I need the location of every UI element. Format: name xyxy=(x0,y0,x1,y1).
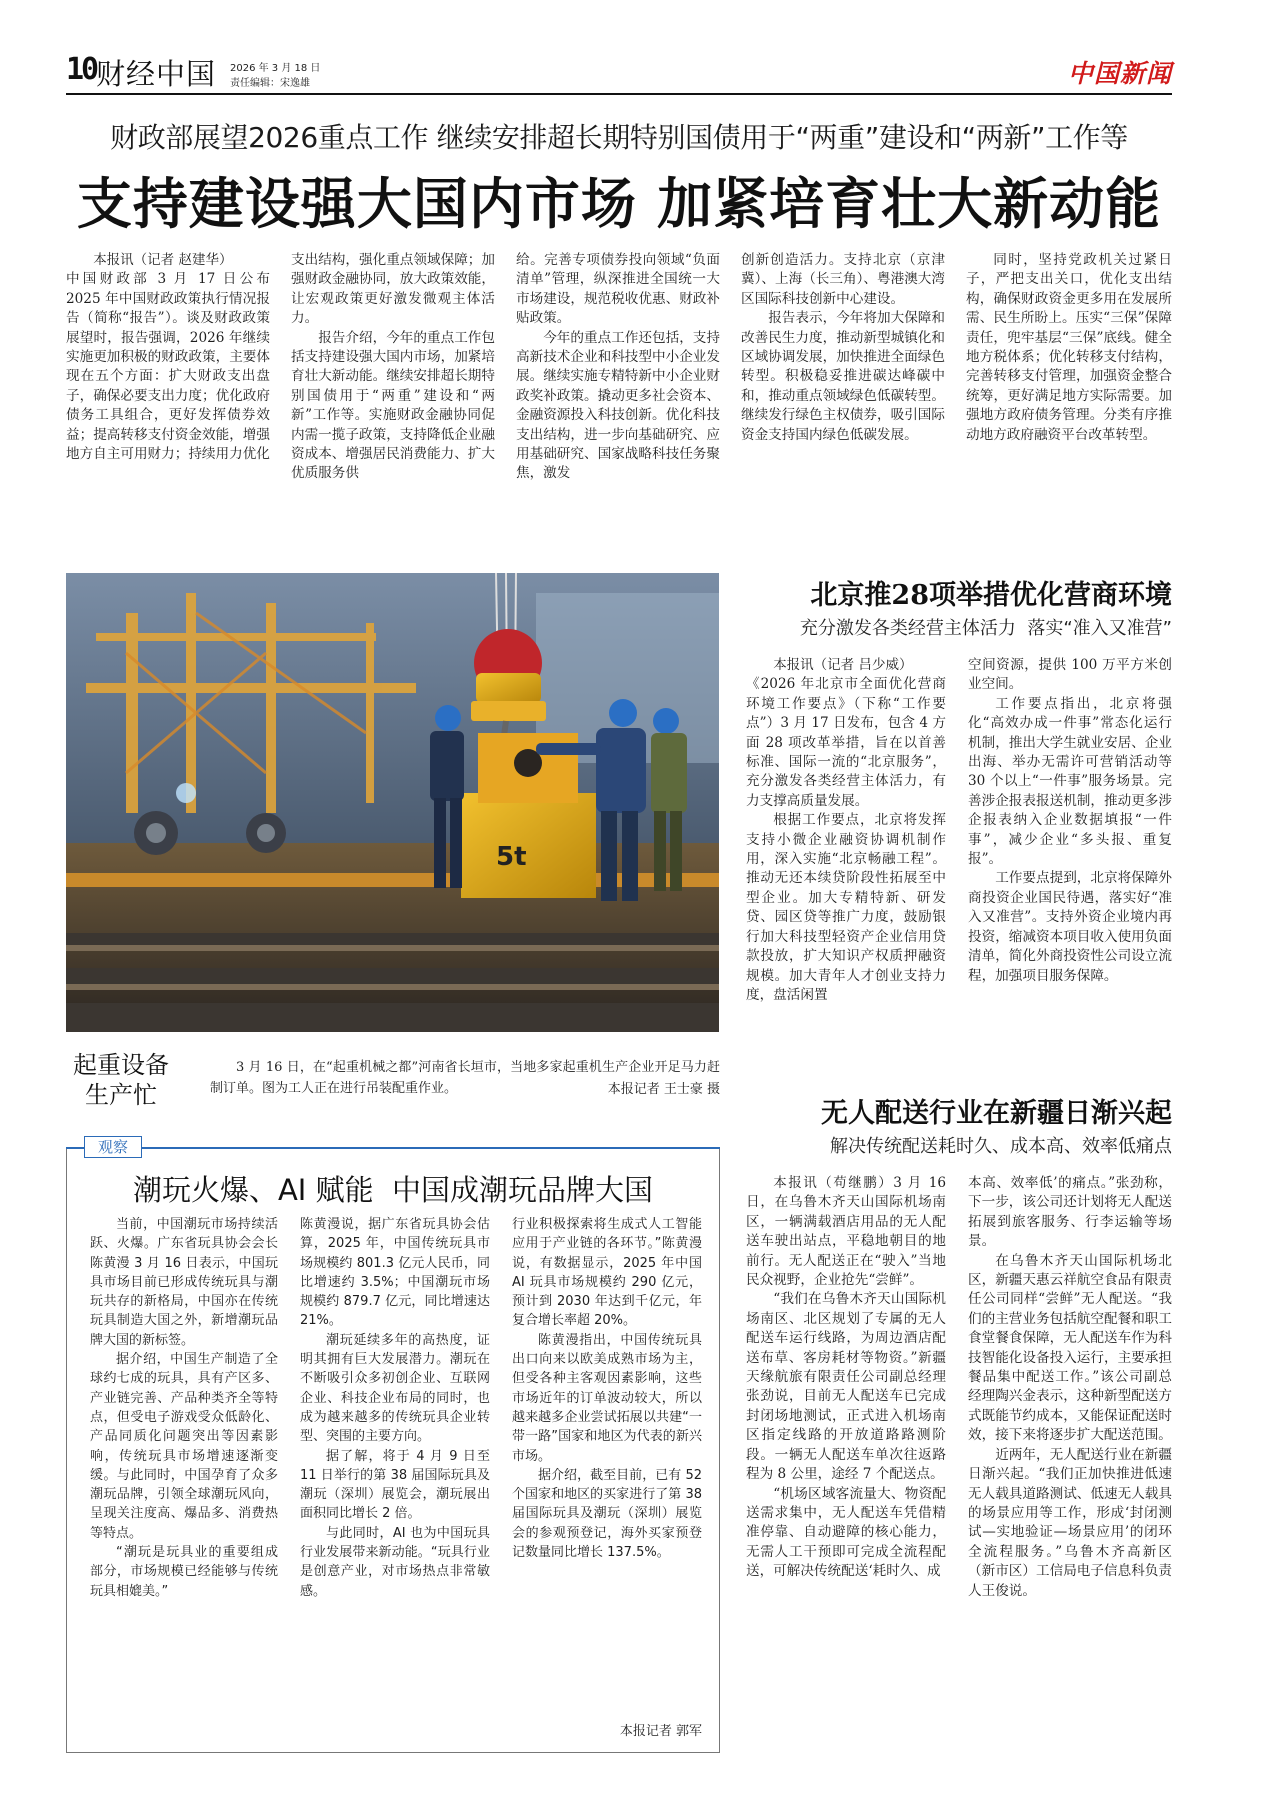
guancha-paragraph: 当前，中国潮玩市场持续活跃、火爆。广东省玩具协会会长陈黄漫 3 月 16 日表示，中国玩具市场目前已形成传统玩具与潮玩共存的新格局，中国亦在传统玩具制造大国之外，新增潮玩品牌大国的新标签。 xyxy=(90,1217,278,1348)
lead-paragraph: 支出结构，强化重点领域保障；加强财政金融协同，放大政策效能，让宏观政策更好激发微观主体活力。 xyxy=(291,252,495,327)
lead-paragraph: 给。完善专项债券投向领域“负面清单”管理，纵深推进全国统一大市场建设，规范税收优惠、财政补贴政策。 xyxy=(516,252,720,327)
photo-title: 起重设备 生产忙 xyxy=(73,1051,169,1109)
xinjiang-paragraph: “机场区域客流量大、物资配送需求集中，无人配送车凭借精准停靠、自动避障的核心能力，无需人工干预即可完成全流程配送，可解决传统配送‘耗时久、成 xyxy=(746,1485,946,1580)
lead-paragraph: 报告表示，今年将加大保障和改善民生力度，推动新型城镇化和区域协调发展，加快推进全面绿色转型。积极稳妥推进碳达峰碳中和，推动重点领域绿色低碳转型。继续发行绿色主权债券，吸引国际资金支持国内绿色低碳发展。 xyxy=(741,310,945,443)
photo-credit: 本报记者 王士豪 摄 xyxy=(607,1082,720,1097)
guancha-headline: 潮玩火爆、AI 赋能 中国成潮玩品牌大国 xyxy=(132,1173,654,1207)
xinjiang-subhead: 解决传统配送耗时久、成本高、效率低痛点 xyxy=(830,1136,1172,1157)
guancha-top-rule xyxy=(66,1147,720,1149)
lead-kicker: 财政部展望2026重点工作 继续安排超长期特别国债用于“两重”建设和“两新”工作等 xyxy=(110,121,1128,154)
issue-date: 2026 年 3 月 18 日 xyxy=(230,63,321,74)
page-masthead xyxy=(66,52,1172,96)
beijing-paragraph: 工作要点指出，北京将强化“高效办成一件事”常态化运行机制，推出大学生就业安居、企业出海、举办无需许可营销活动等 30 个以上“一件事”服务场景。完善涉企报表报送机制，推动更多涉企报表纳入企业数据填报“一件事”，减少企业“多头报、重复报”。 xyxy=(968,695,1172,868)
beijing-headline: 北京推28项举措优化营商环境 xyxy=(810,580,1172,611)
xinjiang-column-1 xyxy=(746,1174,946,1754)
counterweight-label: 5t xyxy=(496,842,527,872)
newspaper-logo: 中国新闻 xyxy=(1067,59,1172,88)
lead-paragraph: 创新创造活力。支持北京（京津冀）、上海（长三角）、粤港澳大湾区国际科技创新中心建设。 xyxy=(741,252,945,307)
xinjiang-headline: 无人配送行业在新疆日渐兴起 xyxy=(821,1098,1172,1129)
lead-paragraph: 同时，坚持党政机关过紧日子，严把支出关口，优化支出结构，确保财政资金更多用在发展所需、民生所盼上。压实“三保”保障责任，兜牢基层“三保”底线。健全地方税体系；优化转移支付结构，完善转移支付管理，加强资金整合统筹，更好满足地方实际需要。加强地方政府债务管理。分类有序推动地方政府融资平台改革转型。 xyxy=(966,252,1172,443)
guancha-tag: 观察 xyxy=(84,1136,142,1158)
guancha-paragraph: 与此同时，AI 也为中国玩具行业发展带来新动能。“玩具行业是创意产业，对市场热点非常敏感。 xyxy=(300,1525,490,1599)
factory-crane-photo xyxy=(66,573,719,1032)
lead-column-1 xyxy=(66,251,270,545)
lead-column-4 xyxy=(741,251,945,545)
lead-byline: 本报讯（记者 赵建华） xyxy=(93,252,233,268)
news-photo xyxy=(66,573,719,1032)
beijing-column-2 xyxy=(968,656,1172,1066)
lead-column-5 xyxy=(966,251,1172,545)
lead-paragraph: 今年的重点工作还包括，支持高新技术企业和科技型中小企业发展。继续实施专精特新中小企业财政奖补政策。撬动更多社会资本、金融资源投入科技创新。优化科技支出结构，进一步向基础研究、应用基础研究、国家战略科技任务聚焦，激发 xyxy=(516,329,720,482)
xinjiang-byline: 本报讯（苟继鹏）3 月 16 日，在乌鲁木齐天山国际机场南区，一辆满载酒店用品的无人配送车驶出站点，平稳地朝目的地前行。无人配送正在“驶入”当地民众视野，企业抢先“尝鲜”。 xyxy=(746,1175,946,1289)
page-number: 10 xyxy=(66,52,97,87)
guancha-column-3 xyxy=(512,1215,702,1717)
beijing-paragraph: 空间资源，提供 100 万平方米创业空间。 xyxy=(968,657,1172,693)
photo-caption: 3 月 16 日，在“起重机械之都”河南省长垣市，当地多家起重机生产企业开足马力赶制订单。图为工人正在进行吊装配重作业。 xyxy=(210,1060,720,1096)
guancha-paragraph: 潮玩延续多年的高热度，证明其拥有巨大发展潜力。潮玩在不断吸引众多初创企业、互联网企业、科技企业布局的同时，也成为越来越多的传统玩具企业转型、突围的主要方向。 xyxy=(300,1332,490,1445)
guancha-credit: 本报记者 郭军 xyxy=(619,1724,702,1739)
guancha-column-2 xyxy=(300,1215,490,1741)
xinjiang-paragraph: 近两年，无人配送行业在新疆日渐兴起。“我们正加快推进低速无人载具道路测试、低速无人载具的场景应用等工作，形成‘封闭测试—实地验证—场景应用’的闭环全流程服务。”乌鲁木齐高新区（新市区）工信局电子信息科负责人王俊说。 xyxy=(968,1446,1172,1599)
guancha-column-1 xyxy=(90,1215,278,1741)
guancha-paragraph: 陈黄漫说，据广东省玩具协会估算，2025 年，中国传统玩具市场规模约 801.3 亿元人民币，同比增速约 3.5%；中国潮玩市场规模约 879.7 亿元，同比增速达 21%。 xyxy=(300,1217,490,1329)
masthead-rule xyxy=(66,93,1172,95)
beijing-paragraph: 工作要点提到，北京将保障外商投资企业国民待遇，落实好“准入又准营”。支持外资企业境内再投资，缩减资本项目收入使用负面清单，简化外商投资性公司设立流程，加强项目服务保障。 xyxy=(968,870,1172,984)
beijing-column-1 xyxy=(746,656,946,1066)
editor-credit: 责任编辑：宋逸雄 xyxy=(230,78,310,89)
section-title: 财经中国 xyxy=(96,57,217,91)
beijing-paragraph: 根据工作要点，北京将发挥支持小微企业融资协调机制作用，深入实施“北京畅融工程”。推动无还本续贷阶段性拓展至中型企业。加大专精特新、研发贷、园区贷等推广力度，鼓励银行加大科技型轻资产企业信用贷款投放，扩大知识产权质押融资规模。加大青年人才创业支持力度，盘活闲置 xyxy=(746,812,946,1003)
lead-paragraph: 中国财政部 3 月 17 日公布 2025 年中国财政政策执行情况报告（简称“报告”）。谈及财政政策展望时，报告强调，2026 年继续实施更加积极的财政政策，主要体现在五个方面：扩大财政支出盘子，确保必要支出力度；优化政府债务工具组合，更好发挥债券效益；提高转移支付资金效能，增强地方自主可用财力；持续用力优化 xyxy=(66,271,270,463)
guancha-paragraph: 据了解，将于 4 月 9 日至 11 日举行的第 38 届国际玩具及潮玩（深圳）展览会，潮玩展出面积同比增长 2 倍。 xyxy=(300,1448,490,1522)
xinjiang-paragraph: 本高、效率低’的痛点。”张劲称，下一步，该公司还计划将无人配送拓展到旅客服务、行李运输等场景。 xyxy=(968,1175,1172,1250)
lead-paragraph: 报告介绍，今年的重点工作包括支持建设强大国内市场，加紧培育壮大新动能。继续安排超长期特别国债用于“两重”建设和“两新”工作等。实施财政金融协同促内需一揽子政策，支持降低企业融资成本、增强居民消费能力、扩大优质服务供 xyxy=(291,329,495,482)
xinjiang-column-2 xyxy=(968,1174,1172,1754)
lead-column-3 xyxy=(516,251,720,545)
guancha-paragraph: 据介绍，中国生产制造了全球约七成的玩具，具有产区多、产业链完善、产品种类齐全等特点，但受电子游戏受众低龄化、产品同质化问题突出等因素影响，传统玩具市场增速逐渐变缓。与此同时，中国孕育了众多潮玩品牌，引领全球潮玩风向，呈现关注度高、爆品多、消费热等特点。 xyxy=(90,1352,278,1541)
lead-column-2 xyxy=(291,251,495,545)
guancha-paragraph: 据介绍，截至目前，已有 52 个国家和地区的买家进行了第 38 届国际玩具及潮玩（深圳）展览会的参观预登记，海外买家预登记数量同比增长 137.5%。 xyxy=(512,1467,702,1561)
beijing-byline: 本报讯（记者 吕少威） xyxy=(773,657,913,673)
xinjiang-paragraph: 在乌鲁木齐天山国际机场北区，新疆天惠云祥航空食品有限责任公司同样“尝鲜”无人配送。“我们的主营业务包括航空配餐和职工食堂餐食保障，无人配送车作为科技智能化设备投入运行，主要承担餐品集中配送工作。”该公司副总经理陶兴金表示，这种新型配送方式既能节约成本，又能保证配送时效，接下来将逐步扩大配送范围。 xyxy=(968,1252,1172,1444)
guancha-paragraph: 行业积极探索将生成式人工智能应用于产业链的各环节。”陈黄漫说，有数据显示，2025 年中国 AI 玩具市场规模约 290 亿元，预计到 2030 年达到千亿元，年复合增长率超 20%。 xyxy=(512,1217,702,1329)
guancha-paragraph: 陈黄漫指出，中国传统玩具出口向来以欧美成熟市场为主，但受各种主客观因素影响，这些市场近年的订单波动较大，所以越来越多企业尝试拓展以共建“一带一路”国家和地区为代表的新兴市场。 xyxy=(512,1332,702,1464)
xinjiang-paragraph: “我们在乌鲁木齐天山国际机场南区、北区规划了专属的无人配送车运行线路，为周边酒店配送布草、客房耗材等物资。”新疆天缘航旅有限责任公司副总经理张劲说，目前无人配送车已完成封闭场地测试，正式进入机场南区指定线路的开放道路路测阶段。一辆无人配送车单次往返路程为 8 公里，途经 7 个配送点。 xyxy=(746,1291,946,1483)
lead-headline: 支持建设强大国内市场 加紧培育壮大新动能 xyxy=(76,171,1162,236)
beijing-subhead: 充分激发各类经营主体活力 落实“准入又准营” xyxy=(799,618,1172,639)
guancha-paragraph: “潮玩是玩具业的重要组成部分，市场规模已经能够与传统玩具相媲美。” xyxy=(90,1545,278,1599)
beijing-paragraph: 《2026 年北京市全面优化营商环境工作要点》（下称“工作要点”）3 月 17 日发布，包含 4 方面 28 项改革举措，旨在以首善标准、国际一流的“北京服务”，充分激发各类经营主体活力，有力支撑高质量发展。 xyxy=(746,676,946,809)
